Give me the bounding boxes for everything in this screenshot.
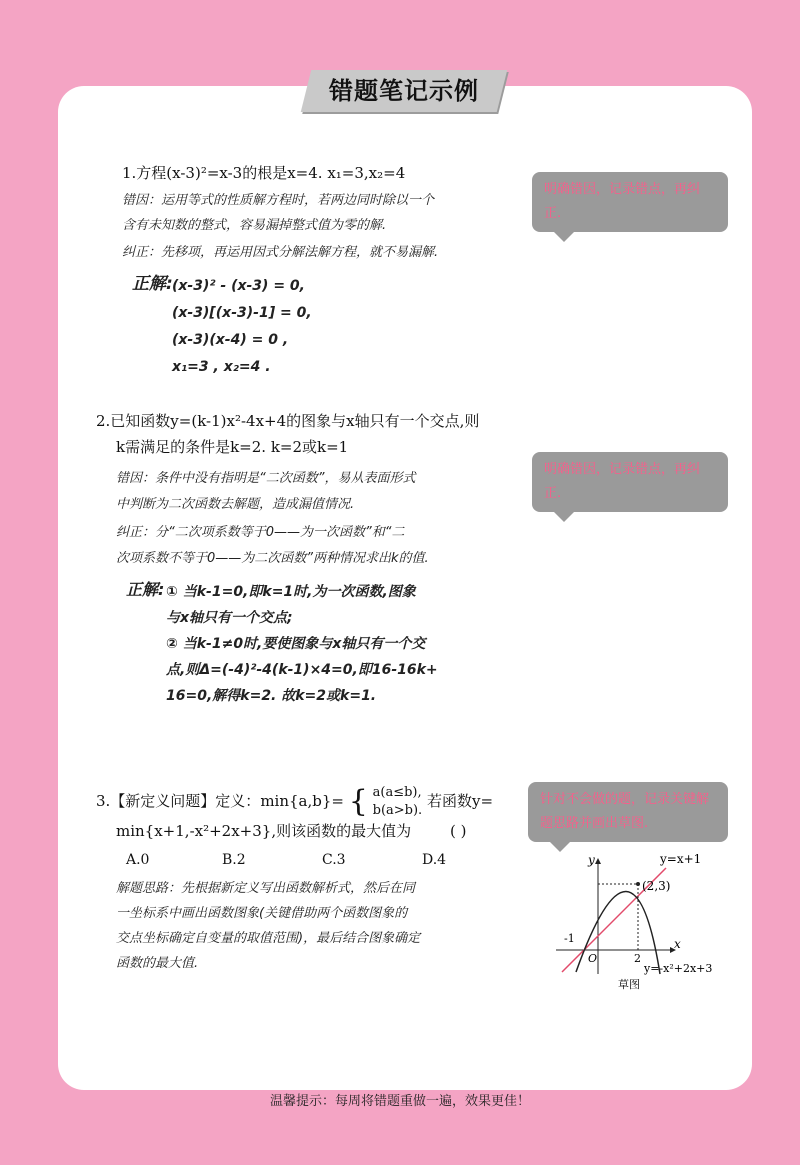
- q2-correction: 纠正：分“二次项系数等于0——为一次函数”和“二: [116, 525, 405, 540]
- q2-solution-step4: 点,则Δ=(-4)²-4(k-1)×4=0,即16-16k+: [166, 662, 438, 678]
- q3-idea-4: 函数的最大值.: [116, 956, 199, 971]
- curve-label: y=-x²+2x+3: [644, 962, 713, 975]
- brace: {: [348, 784, 368, 819]
- point-label: (2,3): [642, 879, 671, 893]
- q3-answer-blank: ( ): [450, 822, 467, 840]
- q2-solution-step1: ① 当k-1=0,即k=1时,为一次函数,图象: [166, 584, 416, 600]
- q3-case1: a(a≤b),: [372, 785, 422, 800]
- q1-cause-cont: 含有未知数的整式，容易漏掉整式值为零的解.: [122, 218, 387, 233]
- line-label: y=x+1: [660, 852, 702, 866]
- note-bubble-3: 针对不会做的题，记录关键解题思路并画出草图.: [528, 782, 728, 842]
- q3-idea-3: 交点坐标确定自变量的取值范围)，最后结合图象确定: [116, 931, 421, 946]
- intersection-point: [636, 882, 640, 886]
- q3-prefix: 3.【新定义问题】定义：min{a,b}=: [96, 792, 344, 810]
- q2-solution-label: 正解:: [126, 580, 165, 599]
- choice-d: D.4: [422, 852, 447, 868]
- y-axis-label: y: [588, 853, 595, 867]
- choice-b: B.2: [222, 852, 246, 868]
- q3-case2: b(a>b).: [372, 803, 423, 818]
- q3-statement: [96, 784, 493, 820]
- q2-statement-cont: k需满足的条件是k=2. k=2或k=1: [116, 438, 349, 456]
- choice-c: C.3: [322, 852, 346, 868]
- note-bubble-1: 明确错因，记录错点，再纠正.: [532, 172, 728, 232]
- x-axis-label: x: [674, 937, 681, 951]
- q1-solution-label: 正解:: [132, 274, 173, 294]
- choice-a: A.0: [126, 852, 150, 868]
- page-title: 错题笔记示例: [329, 77, 479, 105]
- q2-correction-cont: 次项系数不等于0——为二次函数”两种情况求出k的值.: [116, 551, 429, 566]
- q1-statement: 1.方程(x-3)²=x-3的根是x=4. x₁=3,x₂=4: [122, 164, 406, 182]
- q3-cases: [373, 784, 423, 820]
- q3-suffix: 若函数y=: [426, 792, 494, 810]
- sketch-caption: 草图: [618, 978, 640, 990]
- sketch-graph: [548, 850, 748, 990]
- q2-cause-cont: 中判断为二次函数去解题，造成漏值情况.: [116, 497, 355, 512]
- footer-tip: 温馨提示：每周将错题重做一遍，效果更佳！: [269, 1094, 530, 1109]
- q2-solution-step2: 与x轴只有一个交点;: [166, 610, 293, 626]
- note-bubble-2: 明确错因，记录错点，再纠正.: [532, 452, 728, 512]
- q3-idea-1: 解题思路：先根据新定义写出函数解析式，然后在同: [116, 881, 416, 896]
- y-axis-arrow: [595, 858, 601, 864]
- tick-2: 2: [634, 952, 641, 965]
- q2-solution-step3: ② 当k-1≠0时,要使图象与x轴只有一个交: [166, 636, 426, 652]
- q3-statement-cont: min{x+1,-x²+2x+3},则该函数的最大值为: [116, 822, 412, 840]
- q1-solution-step4: x₁=3 , x₂=4 .: [172, 359, 271, 375]
- q2-statement: 2.已知函数y=(k-1)x²-4x+4的图象与x轴只有一个交点,则: [96, 412, 480, 430]
- q2-cause: 错因：条件中没有指明是“二次函数”，易从表面形式: [116, 471, 416, 486]
- origin-label: O: [588, 952, 598, 965]
- q1-correction: 纠正：先移项，再运用因式分解法解方程，就不易漏解.: [122, 245, 439, 260]
- q1-cause: 错因：运用等式的性质解方程时，若两边同时除以一个: [122, 193, 435, 208]
- tick-neg1: -1: [564, 932, 575, 945]
- q1-solution-step2: (x-3)[(x-3)-1] = 0,: [172, 305, 312, 321]
- q1-solution-step1: (x-3)² - (x-3) = 0,: [172, 278, 305, 294]
- q2-solution-step5: 16=0,解得k=2. 故k=2或k=1.: [166, 688, 377, 704]
- q1-solution-step3: (x-3)(x-4) = 0 ,: [172, 332, 289, 348]
- q3-idea-2: 一坐标系中画出函数图象(关键借助两个函数图象的: [116, 906, 408, 921]
